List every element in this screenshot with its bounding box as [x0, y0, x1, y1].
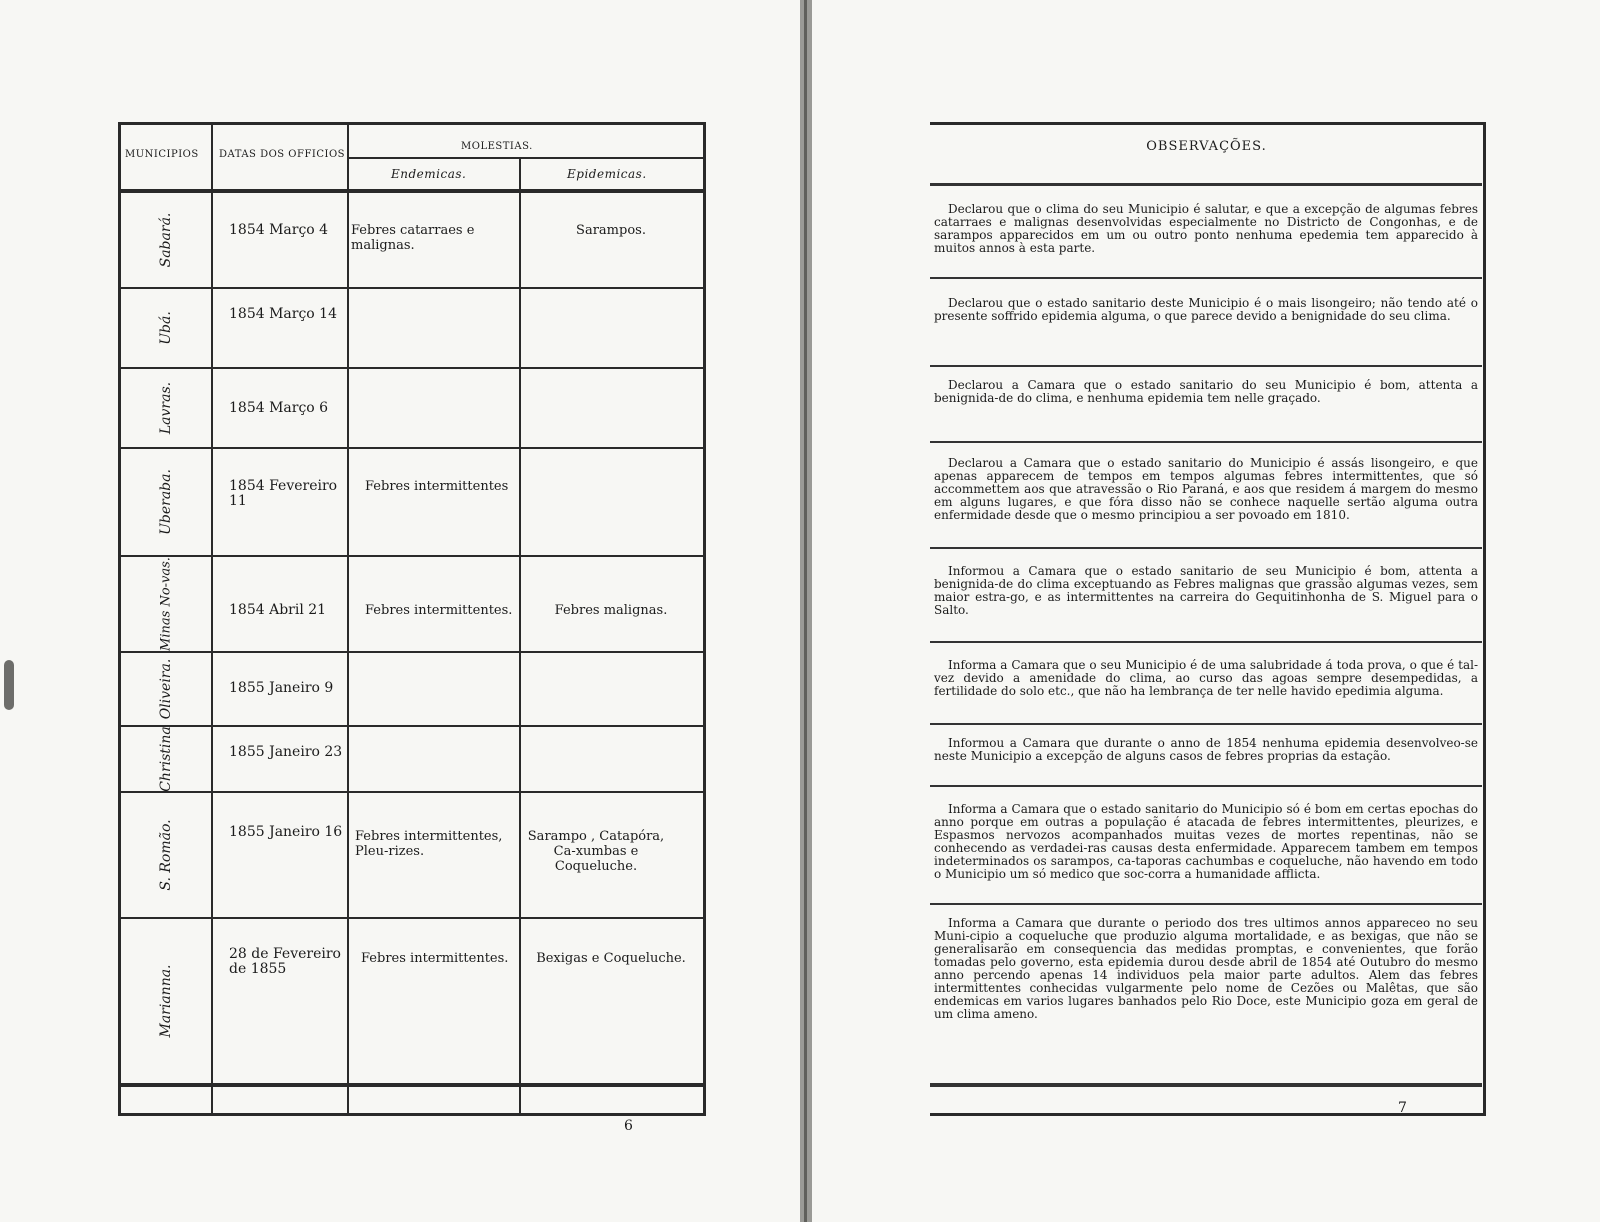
- observation-separator: [930, 365, 1482, 367]
- table-row-municipio: Marianna.: [158, 964, 174, 1038]
- table-row-date: 1855 Janeiro 16: [229, 824, 343, 840]
- header-molestias: MOLESTIAS.: [461, 141, 533, 152]
- table-row-municipio: Minas No-vas.: [158, 557, 174, 651]
- header-municipios: MUNICIPIOS: [125, 149, 199, 160]
- footer-rule: [121, 1083, 703, 1087]
- municipios-table: [118, 122, 706, 1116]
- observation-text: Informou a Camara que durante o anno de 1854 nenhuma epidemia desenvolveo-se neste Municipio a excepção de alguns casos de febres proprias da estação.: [934, 736, 1478, 763]
- book-gutter: [800, 0, 812, 1222]
- table-row-municipio: Oliveira.: [158, 658, 174, 720]
- table-row-date: 1854 Abril 21: [229, 602, 327, 618]
- table-row-municipio: Sabará.: [158, 212, 174, 268]
- table-row-date: 28 de Fevereiro de 1855: [229, 946, 341, 977]
- table-row-date: 1855 Janeiro 9: [229, 680, 334, 696]
- table-row-date: 1854 Março 4: [229, 222, 329, 238]
- observation-text: Informa a Camara que durante o periodo dos tres ultimos annos appareceo no seu Muni-cipio a coqueluche que produzio alguma mortalidade, e as bexigas, que não se generalisarão em consequencia das medidas promptas, e convenientes, que forão tomadas pelo governo, esta epidemia durou desde abril de 1854 até Outubro do mesmo anno percendo apenas 14 individuos pela maior parte adultos. Alem das febres intermittentes conhecidas vulgarmente pelo nome de Cezões ou Malêtas, que são endemicas em varios lugares banhados pelo Rio Doce, este Municipio goza em geral de um clima ameno.: [934, 916, 1478, 1021]
- observation-separator: [930, 441, 1482, 443]
- right-page: [812, 0, 1600, 1222]
- observations-box: [930, 122, 1486, 1116]
- table-row-municipio: Ubá.: [158, 311, 174, 345]
- col-line-1: [211, 125, 213, 1113]
- col-line-2: [347, 125, 349, 1113]
- observation-text: Declarou a Camara que o estado sanitario do Municipio é assás lisongeiro, e que apenas apparecem de tempos em tempos algumas febres intermittentes, que só accommettem aos que atravessão o Rio Paraná, e aos que residem á margem do mesmo em alguns lugares, e que fóra disso não se conhece naquelle sertão alguma outra enfermidade desde que o mesmo principiou a ser povoado em 1810.: [934, 456, 1478, 522]
- table-row-epidemicas: Sarampos.: [576, 223, 646, 238]
- observation-text: Informa a Camara que o estado sanitario do Municipio só é bom em certas epochas do anno porque em outras a população é atacada de febres intermittentes, pleurizes, e Espasmos nervozos acompanhados muitas vezes de mortes repentinas, não se conhecendo as verdadei-ras causas desta enfermidade. Apparecem tambem em tempos indeterminados os sarampos, ca-taporas cachumbas e coqueluche, não havendo em todo o Municipio um só medico que soc-corra a humanidade afflicta.: [934, 802, 1478, 881]
- table-row-endemicas: Febres intermittentes.: [361, 951, 509, 966]
- header-datas: DATAS DOS OFFICIOS: [219, 149, 345, 160]
- header-endemicas: Endemicas.: [391, 167, 467, 181]
- table-row-municipio: Christina: [158, 726, 174, 792]
- edge-mark: [4, 660, 14, 710]
- table-row-endemicas: Febres catarraes e malignas.: [351, 223, 475, 253]
- table-row-date: 1854 Fevereiro 11: [229, 478, 338, 509]
- observation-text: Informou a Camara que o estado sanitario de seu Municipio é bom, attenta a benignida-de do clima exceptuando as Febres malignas que grassão algumas vezes, sem maior estra-go, e as intermittentes na carreira do Gequitinhonha de S. Miguel para o Salto.: [934, 564, 1478, 617]
- observation-text: Declarou que o estado sanitario deste Municipio é o mais lisongeiro; não tendo até o presente soffrido epidemia alguma, o que parece devido a benignidade do seu clima.: [934, 296, 1478, 323]
- page-number: 7: [1398, 1100, 1407, 1116]
- observation-separator: [930, 723, 1482, 725]
- table-row-date: 1855 Janeiro 23: [229, 744, 343, 760]
- col-line-3: [519, 159, 521, 1113]
- observations-title: OBSERVAÇÕES.: [1146, 139, 1267, 154]
- observation-text: Informa a Camara que o seu Municipio é de uma salubridade á toda prova, o que é tal-vez devido a amenidade do clima, ao curso das agoas sempre desempedidas, a fertilidade do solo etc., que não ha lembrança de ter nelle havido epedimia alguma.: [934, 658, 1478, 698]
- molestias-divider: [349, 157, 703, 159]
- observation-separator: [930, 785, 1482, 787]
- footer-rule: [930, 1083, 1482, 1087]
- table-row-endemicas: Febres intermittentes, Pleu-rizes.: [355, 829, 503, 859]
- table-row-endemicas: Febres intermittentes.: [365, 603, 513, 618]
- table-row-municipio: Uberaba.: [158, 469, 174, 535]
- observation-text: Declarou a Camara que o estado sanitario do seu Municipio é bom, attenta a benignida-de do clima, e nenhuma epidemia tem nelle graçado.: [934, 378, 1478, 405]
- page-number: 6: [624, 1118, 633, 1134]
- table-row-date: 1854 Março 14: [229, 306, 337, 322]
- table-row-municipio: S. Romão.: [158, 819, 174, 891]
- title-rule: [930, 183, 1482, 186]
- table-row-endemicas: Febres intermittentes: [365, 479, 509, 494]
- table-row-epidemicas: Bexigas e Coqueluche.: [536, 951, 686, 966]
- observation-separator: [930, 641, 1482, 643]
- table-row-epidemicas: Febres malignas.: [554, 603, 668, 618]
- observation-separator: [930, 277, 1482, 279]
- header-epidemicas: Epidemicas.: [567, 167, 647, 181]
- table-row-municipio: Lavras.: [158, 381, 174, 435]
- observation-separator: [930, 903, 1482, 905]
- observation-text: Declarou que o clima do seu Municipio é salutar, e que a excepção de algumas febres catarraes e malignas desenvolvidas especialmente no Districto de Congonhas, e de sarampos apparecidos em um ou outro ponto nenhuma epedemia tem apparecido à muitos annos à esta parte.: [934, 202, 1478, 255]
- table-row-date: 1854 Março 6: [229, 400, 329, 416]
- table-row-epidemicas: Sarampo , Catapóra, Ca-xumbas e Coqueluche.: [527, 829, 665, 874]
- observation-separator: [930, 547, 1482, 549]
